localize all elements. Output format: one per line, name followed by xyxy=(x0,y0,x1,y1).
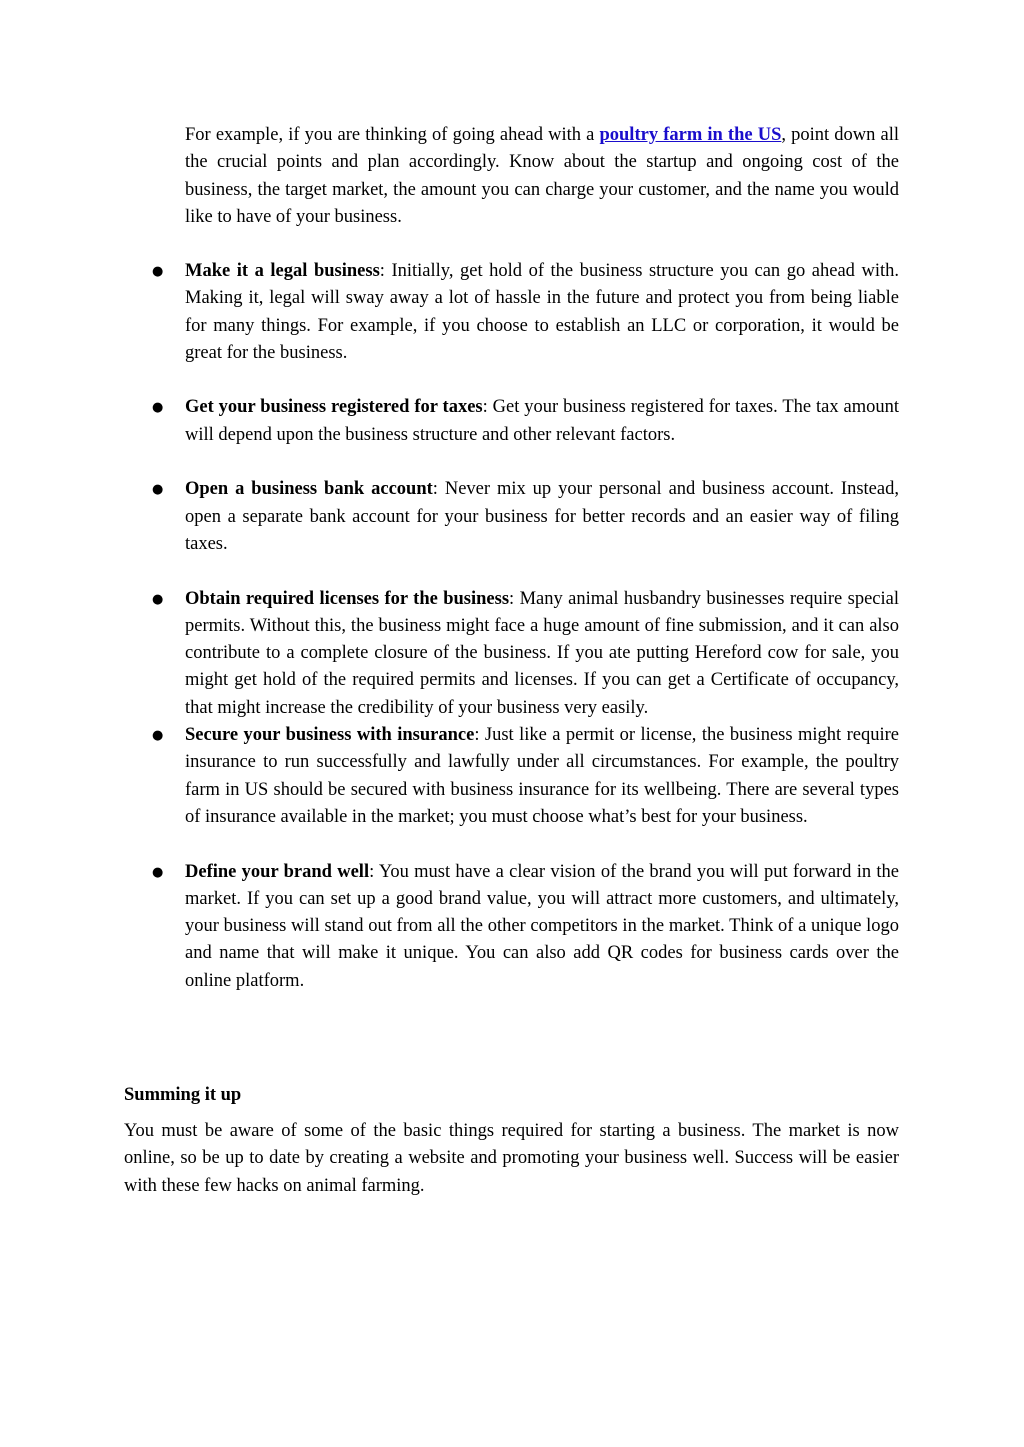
bullet-text: : You must have a clear vision of the brand you will put forward in the market. If you can set up a good brand value, you will attract more customers, and ultimately, your business will stand out from all the other competitors in the market. Think of a unique logo and name that will make it unique. You can also add QR codes for business cards over the online platform. xyxy=(185,861,900,991)
steps-bullet-list xyxy=(152,258,900,995)
bullet-icon: ● xyxy=(152,728,164,744)
bullet-icon: ● xyxy=(152,482,164,498)
bullet-icon: ● xyxy=(152,591,164,607)
bullet-icon: ● xyxy=(152,264,164,279)
list-item xyxy=(152,394,900,449)
bullet-text: : Just like a permit or license, the business might require insurance to run successfully and lawfully under all circumstances. For example, the poultry farm in US should be secured with business insurance for its wellbeing. There are several types of insurance available in the market; you must choose what’s best for your business. xyxy=(185,725,899,827)
bullet-title: Get your business registered for taxes xyxy=(185,397,483,418)
bullet-text: : Never mix up your personal and business account. Instead, open a separate bank account for your business for better records and an easier way of filing taxes. xyxy=(185,479,899,554)
bullet-title: Make it a legal business xyxy=(185,261,380,281)
poultry-farm-link[interactable]: poultry farm in the US xyxy=(599,125,782,145)
bullet-icon: ● xyxy=(152,400,164,416)
list-item xyxy=(152,258,899,367)
bullet-icon: ● xyxy=(152,864,164,880)
summary-heading: Summing it up xyxy=(124,1085,242,1105)
bullet-title: Obtain required licenses for the business xyxy=(185,588,510,609)
list-item xyxy=(152,859,900,995)
list-item xyxy=(152,476,899,558)
intro-paragraph xyxy=(185,122,899,231)
bullet-text: : Initially, get hold of the business structure you can go ahead with. Making it, legal will sway away a lot of hassle in the future and protect you from being liable for many things. For example, if you choose to establish an LLC or corporation, it would be great for the business. xyxy=(185,261,899,363)
bullet-title: Open a business bank account xyxy=(185,479,433,500)
intro-text-before-link: For example, if you are thinking of going ahead with a xyxy=(185,125,600,145)
list-item xyxy=(152,722,899,831)
bullet-text: : Many animal husbandry businesses require special permits. Without this, the business might face a huge amount of fine submission, and it can also contribute to a complete closure of the business. If you ate putting Hereford cow for sale, you might get hold of the required permits and licenses. If you can get a Certificate of occupancy, that might increase the credibility of your business very easily. xyxy=(185,588,899,718)
bullet-title: Define your brand well xyxy=(185,861,370,882)
bullet-title: Secure your business with insurance xyxy=(185,725,475,746)
bullet-text: : Get your business registered for taxes. The tax amount will depend upon the business structure and other relevant factors. xyxy=(185,397,900,445)
list-item xyxy=(152,586,899,722)
intro-text-after-link: , point down all the crucial points and plan accordingly. Know about the startup and ongoing cost of the business, the target market, the amount you can charge your customer, and the name you would like to have of your business. xyxy=(185,125,899,227)
summary-paragraph: You must be aware of some of the basic things required for starting a business. The market is now online, so be up to date by creating a website and promoting your business well. Success will be easier with these few hacks on animal farming. xyxy=(124,1121,899,1196)
